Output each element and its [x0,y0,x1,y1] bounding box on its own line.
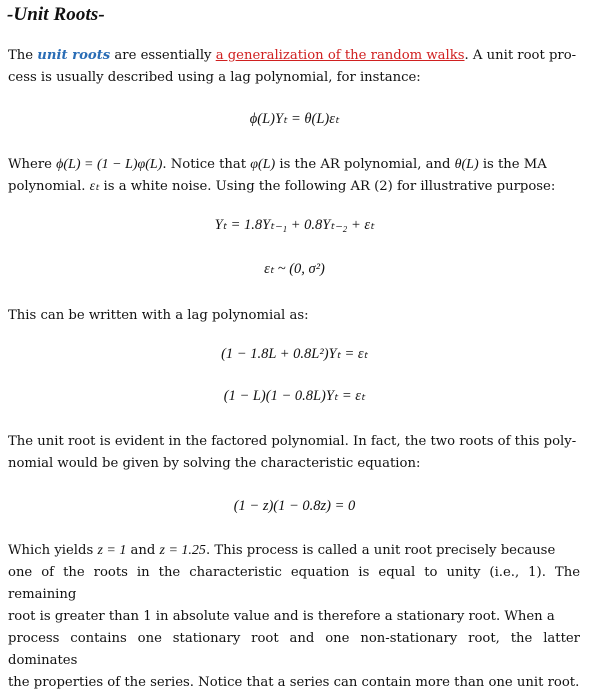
paragraph-definition-line-2 [8,176,580,198]
equation-ar2: Yₜ = 1.8Yₜ₋₁ + 0.8Yₜ₋₂ + εₜ [214,217,375,233]
math-theta: θ(L) [454,157,479,172]
equation-lag-factored: (1 − L)(1 − 0.8L)Yₜ = εₜ [223,388,366,404]
paragraph-intro-line-2: cess is usually described using a lag polynomial, for instance: [8,70,421,85]
definition-text-b: . Notice that [162,157,251,172]
intro-text-post: . A unit root pro- [464,48,577,63]
intro-text-pre: The [8,48,38,63]
section-heading: -Unit Roots- [7,4,105,25]
paragraph-conclusion-line-2: one of the roots in the characteristic equation is equal to unity (i.e., 1). The remaining [8,565,580,602]
paragraph-intro [8,45,580,89]
math-varphi: φ(L) [250,157,276,172]
conclusion-text-c: . This process is called a unit root precisely because [205,543,556,558]
paragraph-intro-line-1 [8,45,580,67]
definition-text-c: is the AR polynomial, and [275,157,455,172]
random-walks-link[interactable]: a generalization of the random walks [215,48,465,63]
paragraph-characteristic [8,431,580,475]
equation-characteristic: (1 − z)(1 − 0.8z) = 0 [233,498,356,514]
math-root-two: z = 1.25 [159,543,206,558]
paragraph-characteristic-line-2: nomial would be given by solving the characteristic equation: [8,456,421,471]
paragraph-characteristic-line-1: The unit root is evident in the factored polynomial. In fact, the two roots of this poly- [8,434,577,449]
math-root-one: z = 1 [97,543,127,558]
keyword-unit-roots: unit roots [37,48,111,63]
paragraph-definition-line-1 [8,154,580,176]
paragraph-conclusion-line-1 [8,540,580,562]
paragraph-conclusion [8,540,580,694]
math-epsilon: εₜ [89,179,100,194]
definition-text-e: polynomial. [8,179,90,194]
conclusion-text-b: and [126,543,160,558]
definition-text-d: is the MA [478,157,547,172]
paragraph-lag-form: This can be written with a lag polynomial as: [8,308,309,323]
intro-text-mid: are essentially [110,48,216,63]
definition-text-a: Where [8,157,57,172]
equation-lag-polynomial: ϕ(L)Yₜ = θ(L)εₜ [249,111,340,127]
equation-lag-expanded: (1 − 1.8L + 0.8L²)Yₜ = εₜ [221,346,368,362]
paragraph-conclusion-line-3: root is greater than 1 in absolute value and is therefore a stationary root. When a [8,609,555,624]
definition-text-f: is a white noise. Using the following AR (2) for illustrative purpose: [99,179,556,194]
conclusion-text-a: Which yields [8,543,98,558]
paragraph-definition [8,154,580,198]
equation-white-noise: εₜ ~ (0, σ²) [264,261,325,277]
math-phi-factor: ϕ(L) = (1 − L)φ(L) [56,157,163,172]
paragraph-conclusion-line-5: the properties of the series. Notice that a series can contain more than one unit root. [8,675,580,690]
paragraph-conclusion-line-4: process contains one stationary root and one non-stationary root, the latter dominates [8,631,580,668]
